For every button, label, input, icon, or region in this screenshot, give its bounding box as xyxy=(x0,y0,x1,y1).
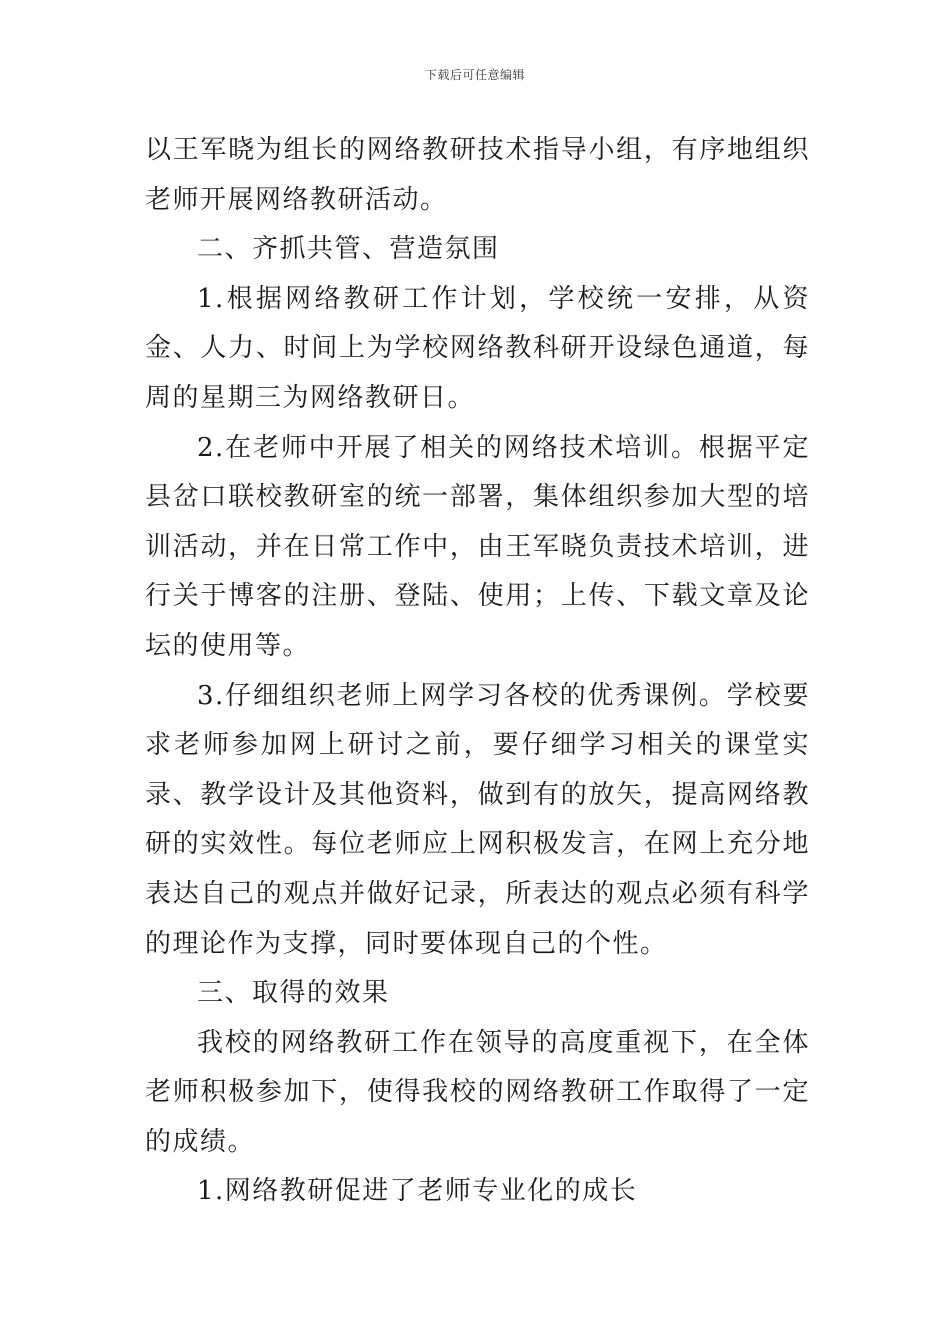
paragraph-results-intro: 我校的网络教研工作在领导的高度重视下，在全体老师积极参加下，使得我校的网络教研工作取得了一定的成绩。 xyxy=(145,1027,810,1157)
paragraph-item-2: 2.在老师中开展了相关的网络技术培训。根据平定县岔口联校教研室的统一部署，集体组织参加大型的培训活动，并在日常工作中，由王军晓负责技术培训，进行关于博客的注册、登陆、使用；上传、下载文章及论坛的使用等。 xyxy=(145,432,810,661)
page-header-note: 下载后可任意编辑 xyxy=(424,68,525,82)
section-heading-2: 二、齐抓共管、营造氛围 xyxy=(197,234,500,265)
paragraph-item-1: 1.根据网络教研工作计划，学校统一安排，从资金、人力、时间上为学校网络教科研开设绿色通道，每周的星期三为网络教研日。 xyxy=(145,283,810,413)
section-heading-3: 三、取得的效果 xyxy=(197,978,390,1009)
paragraph-continuation: 以王军晓为组长的网络教研技术指导小组，有序地组织老师开展网络教研活动。 xyxy=(145,135,810,215)
paragraph-result-item-1: 1.网络教研促进了老师专业化的成长 xyxy=(197,1176,638,1207)
paragraph-item-3: 3.仔细组织老师上网学习各校的优秀课例。学校要求老师参加网上研讨之前，要仔细学习相关的课堂实录、教学设计及其他资料，做到有的放矢，提高网络教研的实效性。每位老师应上网积极发言，在网上充分地表达自己的观点并做好记录，所表达的观点必须有科学的理论作为支撑，同时要体现自己的个性。 xyxy=(145,680,810,959)
document-body xyxy=(145,126,810,1217)
